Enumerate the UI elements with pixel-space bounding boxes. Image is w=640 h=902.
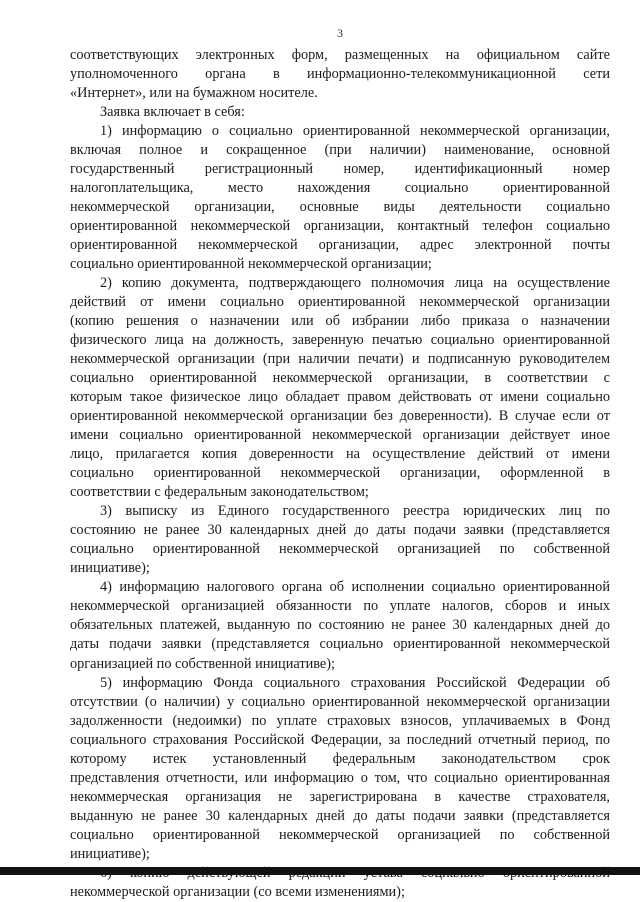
text-line: некоммерческой организации, основные виды деятельности социально [70, 199, 610, 216]
text-line: государственный регистрационный номер, идентификационный номер [70, 161, 610, 178]
text-line: выданную не ранее 30 календарных дней до даты подачи заявки (представляется [70, 807, 610, 824]
text-line: представления отчетности, или информацию о том, что социально ориентированная [70, 769, 610, 786]
text-line: социально ориентированной некоммерческой организации, в соответствии с [70, 370, 610, 387]
text-line: лицо, прилагается копия доверенности на осуществление действий от имени [70, 446, 610, 463]
text-line: ориентированной некоммерческой организации, контактный телефон социально [70, 218, 610, 235]
page-number: 3 [337, 26, 343, 40]
text-line: некоммерческой организации (при наличии печати) и подписанную руководителем [70, 351, 610, 368]
text-line: имени социально ориентированной некоммерческой организации действует иное [70, 427, 610, 444]
text-line: которым такое физическое лицо обладает правом действовать от имени социально [70, 389, 610, 406]
text-line: 3) выписку из Единого государственного реестра юридических лиц по [100, 503, 610, 520]
text-line: состоянию не ранее 30 календарных дней до даты подачи заявки (представляется [70, 522, 610, 539]
text-line: задолженности (недоимки) по уплате страховых взносов, уплачиваемых в Фонд [70, 712, 610, 729]
text-line: 2) копию документа, подтверждающего полномочия лица на осуществление [100, 275, 610, 292]
text-line: 4) информацию налогового органа об исполнении социально ориентированной [100, 579, 610, 596]
text-line: ориентированной некоммерческой организации без доверенности). В случае если от [70, 408, 610, 425]
text-line: которому истек установленный федеральным законодательством срок [70, 750, 610, 767]
text-line: (копию решения о назначении или об избрании либо приказа о назначении [70, 313, 610, 330]
text-line: социально ориентированной некоммерческой организацией по собственной [70, 826, 610, 843]
text-line: 1) информацию о социально ориентированной некоммерческой организации, [100, 123, 610, 140]
text-line: некоммерческая организация не зарегистрирована в качестве страхователя, [70, 788, 610, 805]
text-line: «Интернет», или на бумажном носителе. [70, 85, 318, 102]
text-line: включая полное и сокращенное (при наличии) наименование, основной [70, 142, 610, 159]
text-line: социального страхования Российской Федерации, за последний отчетный период, по [70, 731, 610, 748]
text-line: социально ориентированной некоммерческой организации; [70, 256, 432, 273]
text-line: соответствующих электронных форм, размещенных на официальном сайте [70, 47, 610, 63]
text-line: некоммерческой организации (со всеми изменениями); [70, 883, 405, 900]
text-line: социально ориентированной некоммерческой организации, оформленной в [70, 465, 610, 482]
text-line: инициативе); [70, 560, 150, 577]
text-line: организацией по собственной инициативе); [70, 655, 335, 672]
text-line: обязательных платежей, выданную по состоянию не ранее 30 календарных дней до [70, 617, 610, 634]
text-line: некоммерческой организацией обязанности по уплате налогов, сборов и иных [70, 598, 610, 615]
text-line: ориентированной некоммерческой организации, адрес электронной почты [70, 237, 610, 254]
text-line: отсутствии (о наличии) у социально ориентированной некоммерческой организации [70, 693, 610, 710]
footer-bar [0, 867, 640, 875]
text-line: инициативе); [70, 845, 150, 862]
text-line: уполномоченного органа в информационно-телекоммуникационной сети [70, 66, 610, 83]
text-line: действий от имени социально ориентированной некоммерческой организации [70, 294, 610, 311]
text-line: физического лица на должность, заверенную печатью социально ориентированной [70, 332, 610, 349]
text-line: налогоплательщика, место нахождения социально ориентированной [70, 180, 610, 197]
text-line: социально ориентированной некоммерческой организацией по собственной [70, 541, 610, 558]
text-line: 5) информацию Фонда социального страхования Российской Федерации об [100, 674, 610, 691]
text-line: Заявка включает в себя: [100, 104, 245, 121]
text-line: даты подачи заявки (представляется социально ориентированной некоммерческой [70, 636, 610, 653]
document-body [70, 46, 610, 902]
text-line: соответствии с федеральным законодательством; [70, 484, 369, 501]
